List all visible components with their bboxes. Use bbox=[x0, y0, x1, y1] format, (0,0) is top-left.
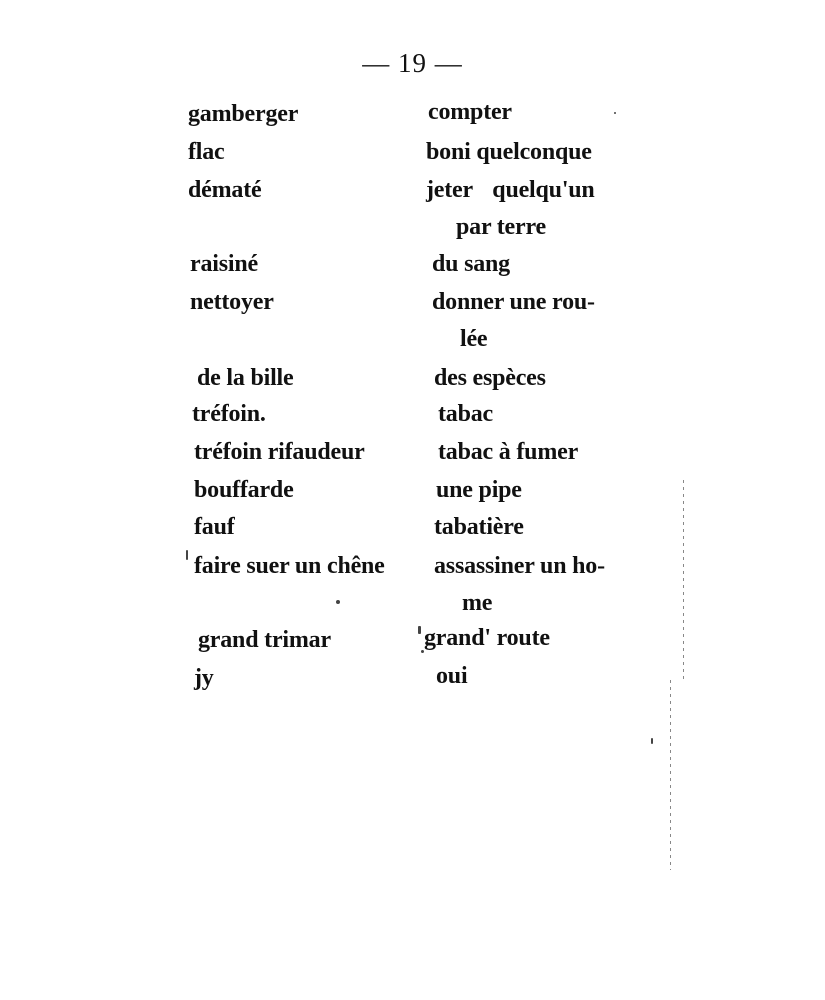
entry-definition: tabac bbox=[438, 401, 493, 427]
entry-term: dématé bbox=[188, 177, 262, 203]
entry-term: nettoyer bbox=[190, 289, 274, 315]
entry-term: raisiné bbox=[190, 251, 258, 277]
page-number: — 19 — bbox=[362, 48, 463, 78]
entry-definition: boni quelconque bbox=[426, 139, 592, 165]
scan-speck bbox=[186, 550, 188, 560]
entry-definition-continuation: me bbox=[462, 590, 493, 616]
scan-speck bbox=[651, 738, 653, 744]
entry-definition: tabac à fumer bbox=[438, 439, 579, 465]
entry-definition-continuation: par terre bbox=[456, 214, 546, 240]
entry-term: jy bbox=[194, 665, 214, 691]
entry-definition: compter bbox=[428, 99, 512, 125]
entry-definition: donner une rou- bbox=[432, 289, 595, 315]
scan-speck bbox=[336, 600, 340, 604]
entry-term: gamberger bbox=[188, 101, 299, 127]
entry-term: de la bille bbox=[197, 365, 294, 391]
entry-term: faire suer un chêne bbox=[194, 553, 385, 579]
entry-definition: du sang bbox=[432, 251, 510, 277]
entry-term: flac bbox=[188, 139, 225, 165]
entry-definition: une pipe bbox=[436, 477, 522, 503]
entry-definition-continuation: lée bbox=[460, 326, 488, 352]
entry-term: fauf bbox=[194, 514, 235, 540]
scan-edge-line bbox=[670, 680, 671, 870]
entry-definition: grand' route bbox=[424, 625, 550, 651]
entry-definition: jeter quelqu'un bbox=[426, 177, 595, 203]
entry-term: tréfoin rifaudeur bbox=[194, 439, 365, 465]
scan-speck bbox=[418, 626, 421, 634]
entry-definition: tabatière bbox=[434, 514, 524, 540]
scan-speck bbox=[421, 650, 424, 653]
entry-term: tréfoin. bbox=[192, 401, 266, 427]
entry-definition: oui bbox=[436, 663, 468, 689]
entry-term: bouffarde bbox=[194, 477, 294, 503]
entry-definition: des espèces bbox=[434, 365, 546, 391]
scan-speck bbox=[614, 112, 616, 114]
entry-term: grand trimar bbox=[198, 627, 331, 653]
entry-definition: assassiner un ho- bbox=[434, 553, 605, 579]
scan-edge-line bbox=[683, 480, 684, 680]
